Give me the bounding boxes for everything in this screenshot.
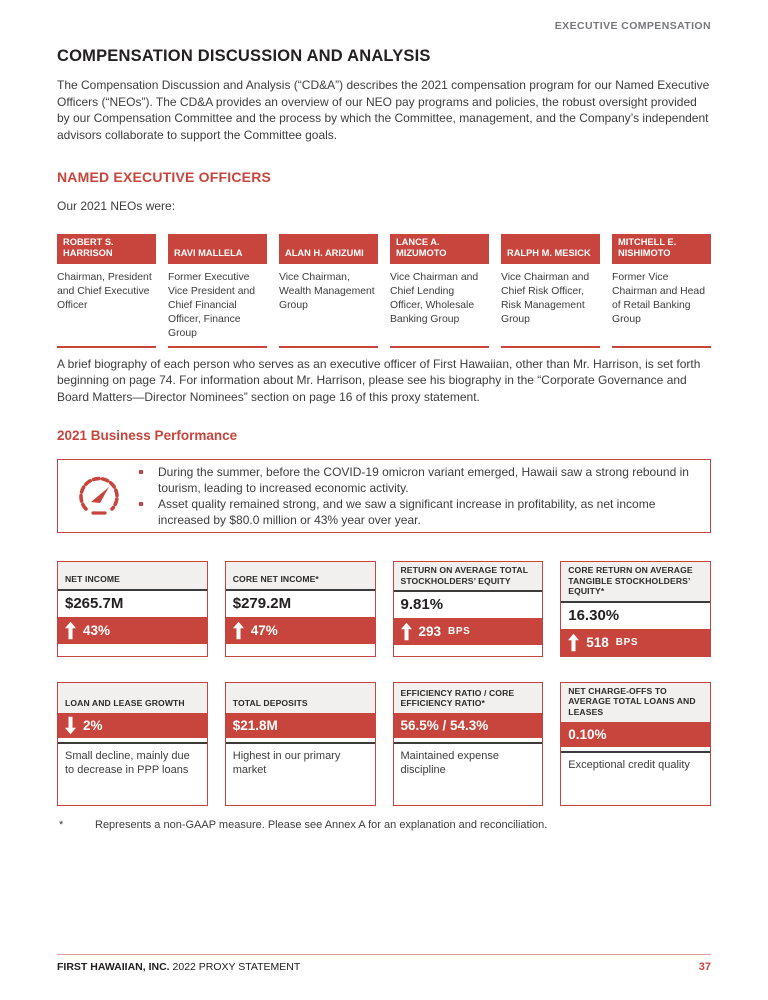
callout-bullet-text: During the summer, before the COVID-19 omicron variant emerged, Hawaii saw a strong rebound in tourism, leading to increased economic activity. — [158, 465, 689, 496]
up-arrow-icon — [568, 633, 579, 652]
metric-label: EFFICIENCY RATIO / CORE EFFICIENCY RATIO* — [394, 683, 543, 713]
section-heading-business-performance: 2021 Business Performance — [57, 428, 238, 444]
up-arrow-icon — [233, 621, 244, 640]
metric-value: 9.81% — [400, 596, 444, 614]
footnote-marker: * — [59, 818, 64, 831]
metric-card-total-deposits — [225, 682, 376, 806]
metric-delta-unit: BPS — [615, 636, 639, 648]
metrics-row-1 — [57, 561, 711, 657]
officer-name: ALAN H. ARIZUMI — [279, 234, 378, 264]
footer-suffix: 2022 PROXY STATEMENT — [172, 961, 301, 973]
officer-card — [501, 234, 600, 348]
callout-bullet-text: Asset quality remained strong, and we saw a significant increase in profitability, as net income increased by $80.0 million or 43% year over year. — [158, 497, 656, 528]
officer-grid — [57, 234, 711, 348]
callout-bullet-list — [130, 464, 698, 528]
metric-note: Small decline, mainly due to decrease in PPP loans — [58, 742, 207, 805]
metric-value: 56.5% / 54.3% — [400, 717, 489, 733]
metric-card-core-net-income — [225, 561, 376, 657]
footnote-text: Represents a non-GAAP measure. Please see Annex A for an explanation and reconciliation. — [95, 818, 548, 831]
bullet-marker — [139, 470, 143, 474]
metric-delta: 293 — [418, 624, 442, 640]
performance-callout-box — [57, 459, 711, 533]
up-arrow-icon — [401, 622, 412, 641]
metric-note: Highest in our primary market — [226, 742, 375, 805]
bio-note-paragraph: A brief biography of each person who serves as an executive officer of First Hawaiian, other than Mr. Harrison, is set forth beginning on page 74. For information about Mr. Harrison, please see his biography in the “Corporate Governance and Board Matters—Director Nominees” section on page 16 of this proxy statement. — [57, 356, 701, 404]
metric-value: 2% — [83, 717, 103, 733]
metric-label: CORE RETURN ON AVERAGE TANGIBLE STOCKHOLDERS’ EQUITY* — [561, 562, 710, 603]
metric-note: Maintained expense discipline — [394, 742, 543, 805]
officer-title: Vice Chairman and Chief Risk Officer, Risk Management Group — [501, 271, 590, 326]
metric-card-loan-lease-growth — [57, 682, 208, 806]
metric-value: $279.2M — [232, 595, 292, 613]
officer-title: Vice Chairman, Wealth Management Group — [279, 271, 375, 311]
metric-label: CORE NET INCOME* — [226, 562, 375, 591]
metric-card-return-on-equity — [393, 561, 544, 657]
intro-paragraph: The Compensation Discussion and Analysis (“CD&A”) describes the 2021 compensation program for our Named Executive Officers (“NEOs”). The CD&A provides an overview of our NEO pay programs and policies, the robust oversight provided by our Compensation Committee and the process by which the Committee, management, and the Company’s independent advisors collaborate to support the Committee goals. — [57, 78, 710, 142]
metric-value: 16.30% — [568, 606, 620, 624]
metric-card-net-charge-offs — [560, 682, 711, 806]
metric-delta: 47% — [250, 623, 278, 639]
officer-name: MITCHELL E. NISHIMOTO — [612, 234, 711, 264]
metric-label: TOTAL DEPOSITS — [226, 683, 375, 713]
metric-delta-band — [226, 617, 375, 644]
officer-title: Former Vice Chairman and Head of Retail Banking Group — [612, 271, 705, 326]
page-number: 37 — [698, 961, 711, 973]
metric-label: RETURN ON AVERAGE TOTAL STOCKHOLDERS’ EQUITY — [394, 562, 543, 592]
metric-value-band — [58, 713, 207, 738]
footer-left — [57, 961, 300, 973]
metric-delta-unit: BPS — [448, 626, 471, 638]
metric-value-band — [226, 713, 375, 738]
metric-note: Exceptional credit quality — [561, 751, 710, 805]
metric-delta-band — [58, 617, 207, 644]
officer-name: RALPH M. MESICK — [501, 234, 600, 264]
officer-title: Chairman, President and Chief Executive Officer — [57, 271, 152, 311]
officer-title: Vice Chairman and Chief Lending Officer, Wholesale Banking Group — [390, 271, 479, 326]
metric-value: 0.10% — [568, 726, 607, 742]
callout-bullet — [130, 496, 698, 528]
metric-value-band — [394, 713, 543, 738]
officer-name: LANCE A. MIZUMOTO — [390, 234, 489, 264]
officer-name: RAVI MALLELA — [168, 234, 267, 264]
officer-card — [612, 234, 711, 348]
down-arrow-icon — [65, 716, 76, 735]
metric-label: NET INCOME — [58, 562, 207, 591]
metric-delta: 43% — [83, 623, 111, 639]
gauge-icon — [68, 474, 130, 518]
section-heading-named-executive-officers: NAMED EXECUTIVE OFFICERS — [57, 169, 272, 185]
metric-value: $265.7M — [65, 595, 124, 613]
neo-lead-text: Our 2021 NEOs were: — [57, 199, 176, 213]
non-gaap-footnote — [57, 819, 711, 831]
callout-bullet — [130, 464, 698, 496]
page-kicker: EXECUTIVE COMPENSATION — [554, 20, 711, 32]
metric-value: $21.8M — [232, 717, 278, 733]
officer-title: Former Executive Vice President and Chief Financial Officer, Finance Group — [168, 271, 256, 340]
officer-name: ROBERT S. HARRISON — [57, 234, 156, 264]
footer-brand: FIRST HAWAIIAN, INC. — [57, 961, 170, 973]
metric-label: NET CHARGE-OFFS TO AVERAGE TOTAL LOANS AND LEASES — [561, 683, 710, 722]
metric-delta-band — [561, 629, 710, 656]
metric-card-core-return-tangible-equity — [560, 561, 711, 657]
officer-card — [57, 234, 156, 348]
bullet-marker — [139, 502, 143, 506]
officer-card — [168, 234, 267, 348]
page-title: COMPENSATION DISCUSSION AND ANALYSIS — [57, 47, 431, 65]
page-footer — [57, 954, 711, 973]
metrics-row-2 — [57, 682, 711, 806]
officer-card — [390, 234, 489, 348]
metric-delta-band — [394, 618, 543, 645]
metric-delta: 518 — [586, 634, 609, 650]
metric-card-net-income — [57, 561, 208, 657]
up-arrow-icon — [65, 621, 76, 640]
officer-card — [279, 234, 378, 348]
metric-label: LOAN AND LEASE GROWTH — [58, 683, 207, 713]
metric-value-band — [561, 722, 710, 747]
metric-card-efficiency-ratio — [393, 682, 544, 806]
